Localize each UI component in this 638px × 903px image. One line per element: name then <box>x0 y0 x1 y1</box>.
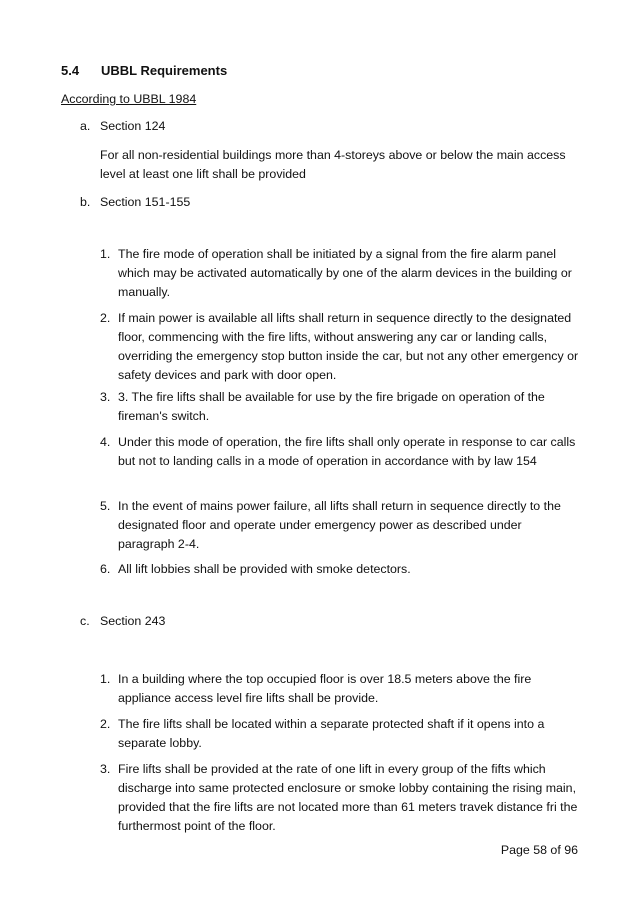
item-text: 3. The fire lifts shall be available for use by the fire brigade on operation of the fireman's switch. <box>118 390 545 423</box>
item-marker: 2. <box>100 717 111 731</box>
section-b-item-1 <box>100 245 580 302</box>
item-text: All lift lobbies shall be provided with smoke detectors. <box>118 562 411 576</box>
section-c-title: Section 243 <box>100 614 166 628</box>
page-number: Page 58 of 96 <box>500 843 578 857</box>
section-a-marker: a. <box>80 119 91 133</box>
intro-line: According to UBBL 1984 <box>61 92 197 106</box>
item-marker: 5. <box>100 499 111 513</box>
item-text: The fire mode of operation shall be initiated by a signal from the fire alarm panel which may be activated automatically by one of the alarm devices in the building or manually. <box>118 247 572 299</box>
section-c-marker: c. <box>80 614 90 628</box>
item-marker: 2. <box>100 311 111 325</box>
item-marker: 1. <box>100 672 111 686</box>
item-text: If main power is available all lifts shall return in sequence directly to the designated floor, commencing with the fire lifts, without answering any car or landing calls, overriding the emergency stop button inside the car, but not any other emergency or safety devices and park with door open. <box>118 311 579 382</box>
section-b-item-5 <box>100 497 580 554</box>
section-b-label <box>80 193 190 212</box>
section-b-item-4 <box>100 433 580 471</box>
section-a-label <box>80 117 165 136</box>
item-marker: 3. <box>100 762 111 776</box>
item-text: Fire lifts shall be provided at the rate of one lift in every group of the fifts which discharge into same protected enclosure or smoke lobby containing the rising main, provided that the fire lifts are not located more than 61 meters travek distance fri the furthermost point of the floor. <box>118 762 578 833</box>
item-marker: 1. <box>100 247 111 261</box>
item-marker: 3. <box>100 390 111 404</box>
section-c-item-2 <box>100 715 580 753</box>
section-heading <box>61 61 227 80</box>
section-c-label <box>80 612 165 631</box>
item-marker: 4. <box>100 435 111 449</box>
item-marker: 6. <box>100 562 111 576</box>
heading-title: UBBL Requirements <box>101 63 228 78</box>
item-text: The fire lifts shall be located within a separate protected shaft if it opens into a separate lobby. <box>118 717 545 750</box>
section-b-item-6 <box>100 560 580 579</box>
section-a-title: Section 124 <box>100 119 166 133</box>
item-text: Under this mode of operation, the fire lifts shall only operate in response to car calls but not to landing calls in a mode of operation in accordance with by law 154 <box>118 435 576 468</box>
item-text: In the event of mains power failure, all lifts shall return in sequence directly to the designated floor and operate under emergency power as described under paragraph 2-4. <box>118 499 561 551</box>
section-b-title: Section 151-155 <box>100 195 191 209</box>
section-b-item-2 <box>100 309 580 385</box>
item-text: In a building where the top occupied floor is over 18.5 meters above the fire appliance access level fire lifts shall be provide. <box>118 672 532 705</box>
heading-number: 5.4 <box>61 63 80 78</box>
section-c-item-3 <box>100 760 580 836</box>
section-a-paragraph: For all non-residential buildings more than 4-storeys above or below the main access level at least one lift shall be provided <box>100 148 566 181</box>
section-b-item-3 <box>100 388 580 426</box>
section-b-marker: b. <box>80 195 91 209</box>
section-c-item-1 <box>100 670 580 708</box>
